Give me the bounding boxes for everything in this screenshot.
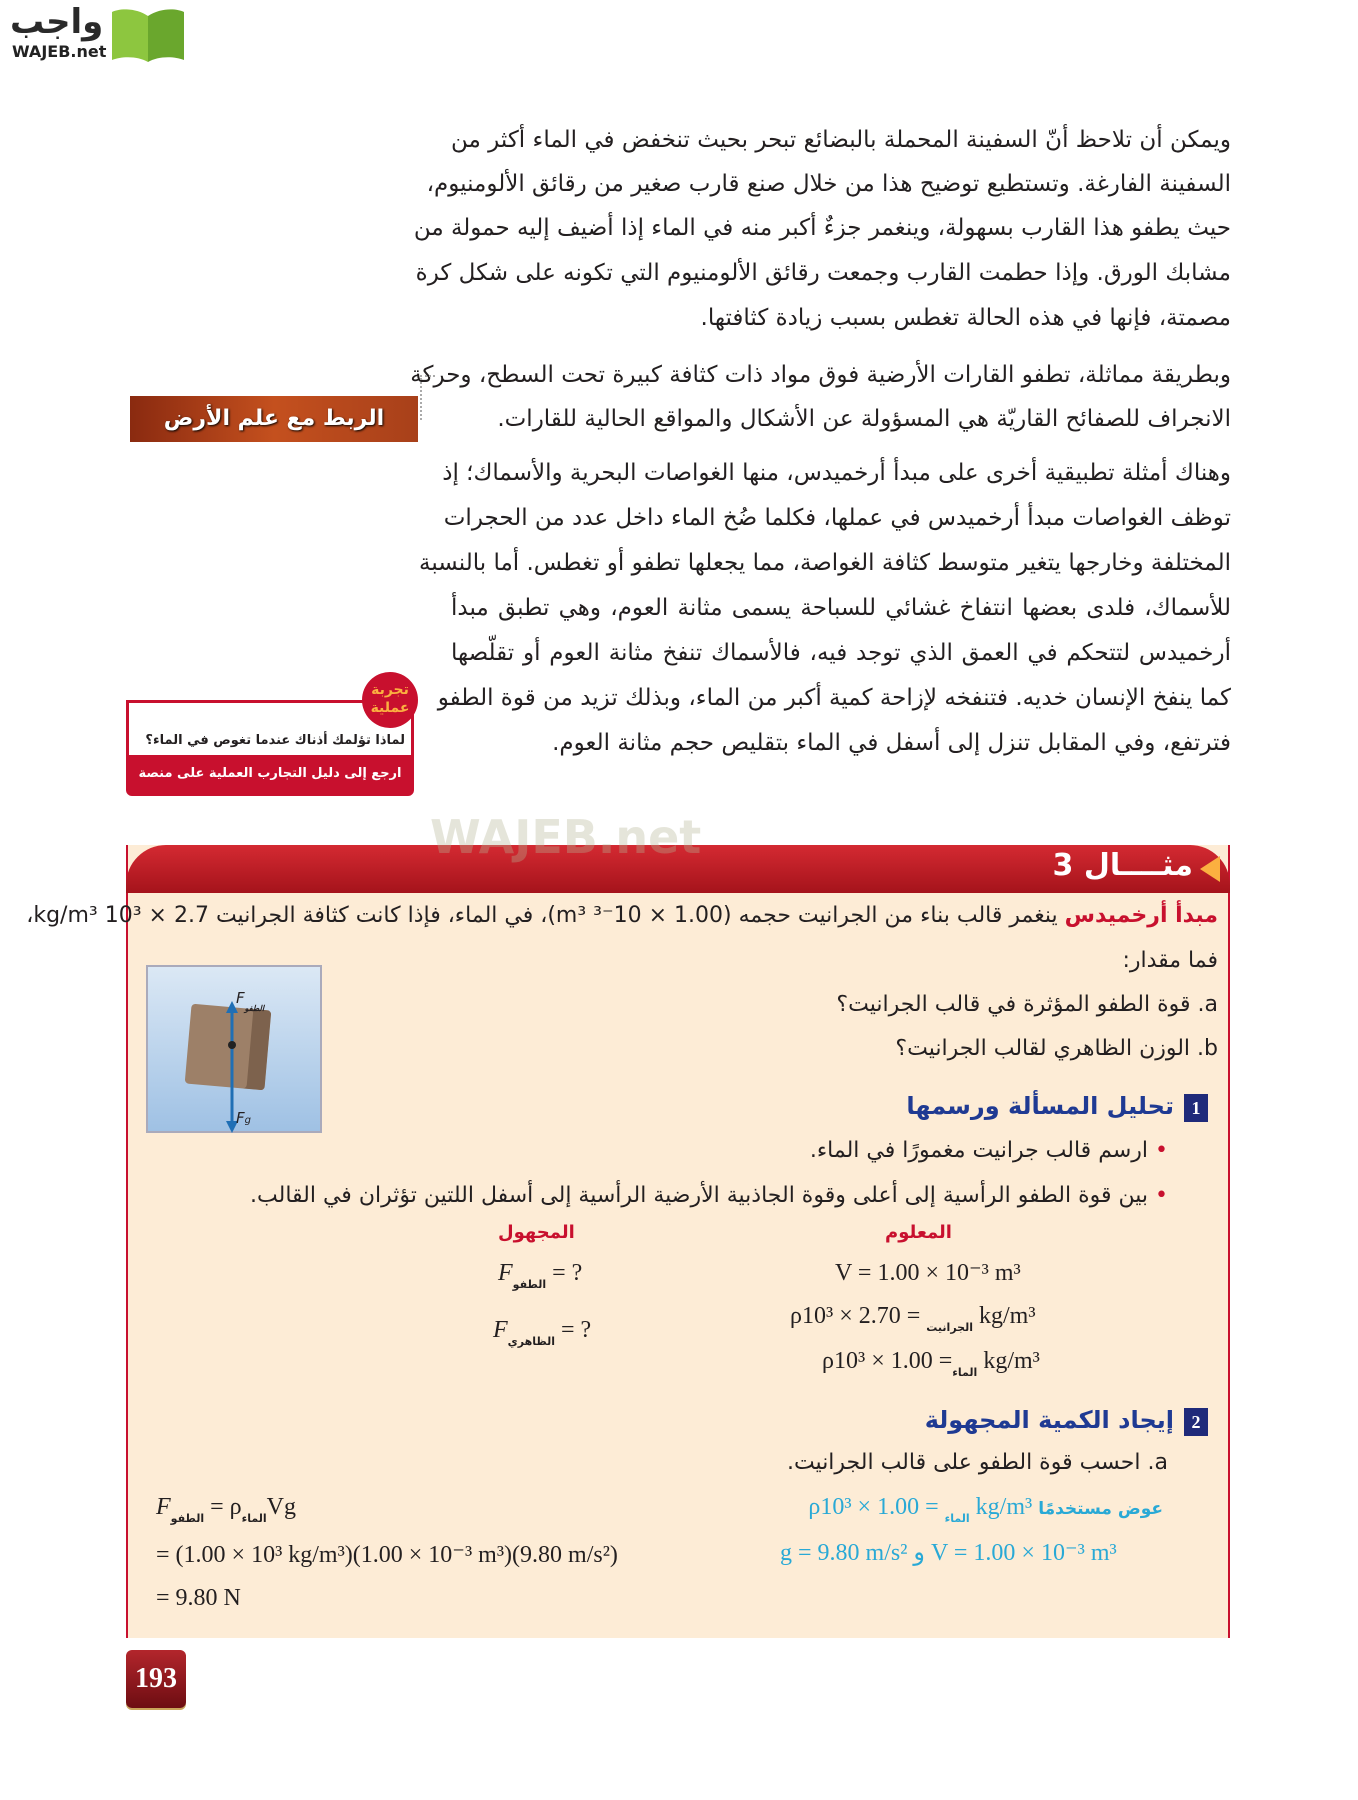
substitute-line-1: عوض مستخدمًا ρ $_{الماء}$ = 1.00 × 10³ kg/m³ (808, 1494, 1163, 1525)
text-line: السفينة الفارغة. وتستطيع توضيح هذا من خلال صنع قارب صغير من رقائق الألومنيوم، (426, 171, 1231, 197)
question-b: b. الوزن الظاهري لقالب الجرانيت؟ (895, 1036, 1218, 1061)
experiment-question: لماذا تؤلمك أذناك عندما تغوص في الماء؟ (145, 733, 405, 748)
logo-latin: WAJEB.net (12, 42, 107, 61)
text-line: الانجراف للصفائح القاريّة هي المسؤولة عن الأشكال والمواقع الحالية للقارات. (497, 406, 1231, 432)
calculation-step: = (1.00 × 10³ kg/m³)(1.00 × 10⁻³ m³)(9.80 m/s²) (156, 1542, 618, 1568)
experiment-reference: ارجع إلى دليل التجارب العملية على منصة عين (129, 755, 411, 793)
page-number: 193 (126, 1650, 186, 1708)
text-line: ويمكن أن تلاحظ أنّ السفينة المحملة بالبضائع تبحر بحيث تنخفض في الماء أكثر من (451, 127, 1231, 153)
buoyant-force-label: $F_{الطفو}$ (236, 989, 265, 1013)
granite-block-figure (146, 965, 322, 1133)
known-water-density: ρ $_{الماء}$= 1.00 × 10³ kg/m³ (822, 1348, 1040, 1379)
buoyant-force-formula: $F_{الطفو} = \rho_{الماء}Vg$ (156, 1494, 296, 1525)
unknown-apparent-weight: $F_{الظاهري}$ = ? (493, 1317, 592, 1348)
step-1-heading: 1تحليل المسألة ورسمها (906, 1092, 1208, 1122)
text-line: أرخميدس لتتحكم في العمق الذي توجد فيه، فالأسماك تنفخ مثانة العوم أو تقلّصها (451, 640, 1231, 666)
text-line: للأسماك، فلدى بعضها انتفاخ غشائي للسباحة يسمى مثانة العوم، وهي تطبق مبدأ (451, 595, 1231, 621)
known-label: المعلوم (885, 1222, 952, 1243)
triangle-icon (1200, 856, 1220, 882)
bullet: • بين قوة الطفو الرأسية إلى أعلى وقوة الجاذبية الأرضية الرأسية إلى أسفل اللتين تؤثران في القالب. (250, 1183, 1168, 1208)
text-line: كما ينفخ الإنسان خديه. فتنفخه لإزاحة كمية أكبر من الماء، وبذلك تزيد من قوة الطفو (437, 685, 1231, 711)
text-line: المختلفة وخارجها يتغير متوسط كثافة الغواصة، مما يجعلها تطفو أو تغطس. أما بالنسبة (419, 550, 1231, 576)
text-line: مصمتة، فإنها في هذه الحالة تغطس بسبب زيادة كثافتها. (700, 305, 1231, 331)
text-line: توظف الغواصات مبدأ أرخميدس في عملها، فكلما ضُخ الماء داخل عدد من الحجرات (443, 505, 1231, 531)
text-line: فترتفع، وفي المقابل تنزل إلى أسفل في الماء بتقليص حجم مثانة العوم. (552, 730, 1231, 756)
substitute-line-2: g = 9.80 m/s² و V = 1.00 × 10⁻³ m³ (780, 1540, 1117, 1566)
part-a-instruction: a. احسب قوة الطفو على قالب الجرانيت. (786, 1450, 1168, 1475)
example-title: مثــــال 3 (1052, 848, 1193, 883)
known-granite-density: ρ $_{الجرانيت}$ = 2.70 × 10³ kg/m³ (790, 1303, 1036, 1334)
known-volume: V = 1.00 × 10⁻³ m³ (835, 1260, 1021, 1286)
logo-text: واجب (10, 2, 104, 42)
unknown-label: المجهول (498, 1222, 575, 1243)
connector-line (420, 375, 435, 420)
bullet: • ارسم قالب جرانيت مغمورًا في الماء. (809, 1138, 1168, 1163)
earth-science-link[interactable]: الربط مع علم الأرض (130, 396, 418, 442)
text-line: وهناك أمثلة تطبيقية أخرى على مبدأ أرخميدس، منها الغواصات البحرية والأسماك؛ إذ (442, 460, 1231, 486)
calculation-result: = 9.80 N (156, 1585, 241, 1611)
experiment-badge: تجربة عملية (362, 672, 418, 728)
book-logo-icon (108, 6, 188, 64)
watermark: WAJEB.net (430, 810, 702, 864)
text-line: حيث يطفو هذا القارب بسهولة، وينغمر جزءٌ أكبر منه في الماء إذا أضيف إليه حمولة من (413, 215, 1231, 241)
unknown-buoyant-force: $F_{الطفو}$ = ? (498, 1260, 583, 1291)
problem-line-2: فما مقدار: (1122, 948, 1218, 973)
text-line: مشابك الورق. وإذا حطمت القارب وجمعت رقائق الألومنيوم التي تكونه على شكل كرة (415, 260, 1231, 286)
problem-statement: مبدأ أرخميدس ينغمر قالب بناء من الجرانيت حجمه (1.00 × 10⁻³ m³)، في الماء، فإذا كانت كثافة الجرانيت 2.7 × 10³ kg/m³، (26, 903, 1218, 928)
gravity-force-label: Fg (236, 1109, 251, 1127)
question-a: a. قوة الطفو المؤثرة في قالب الجرانيت؟ (836, 992, 1218, 1017)
text-line: وبطريقة مماثلة، تطفو القارات الأرضية فوق مواد ذات كثافة كبيرة تحت السطح، وحركة (410, 362, 1231, 388)
step-2-heading: 2إيجاد الكمية المجهولة (925, 1406, 1208, 1436)
